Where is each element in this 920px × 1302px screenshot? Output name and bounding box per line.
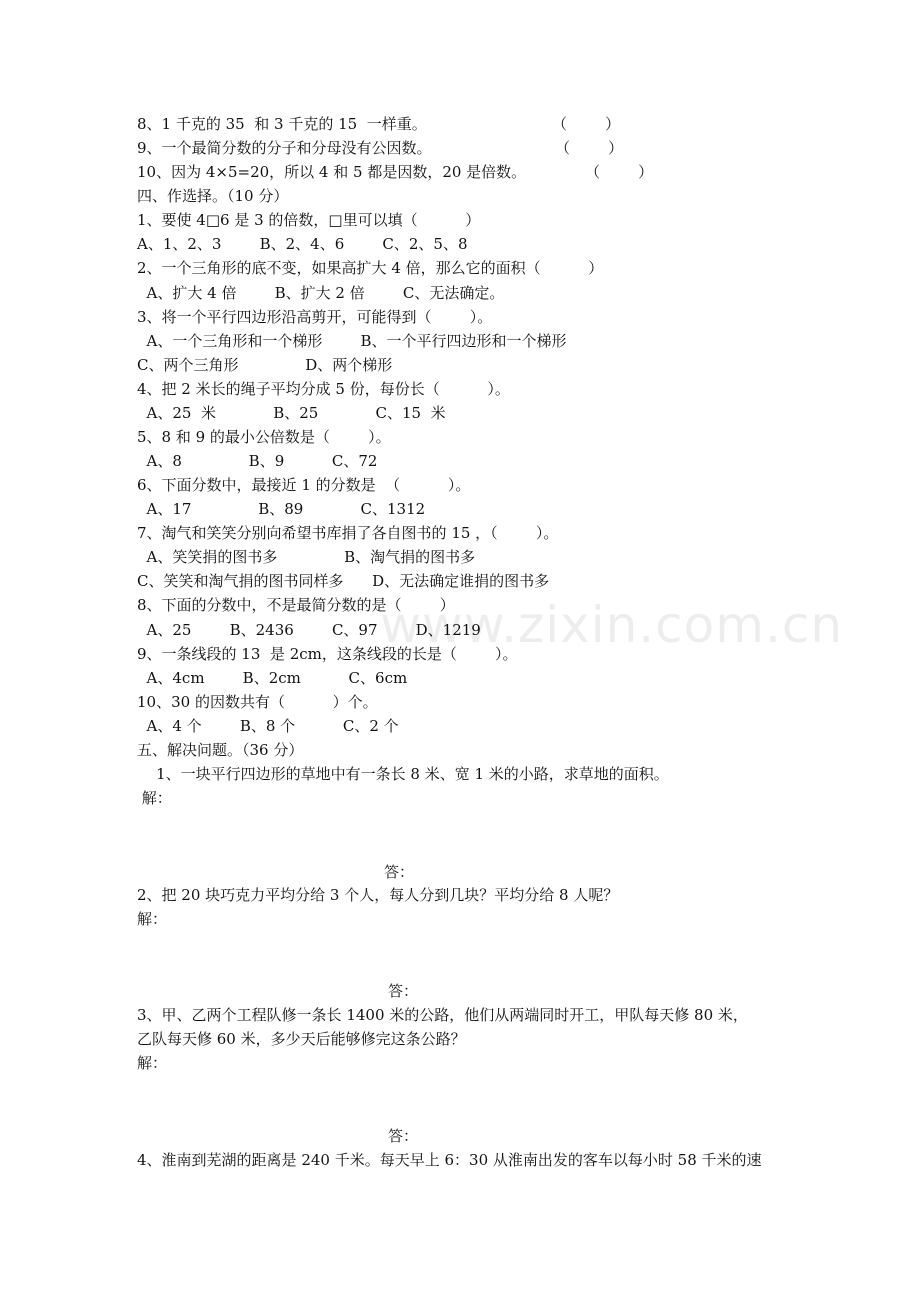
mc-question-6: 6、下面分数中，最接近 1 的分数是 （ ）。 <box>137 476 471 494</box>
mc-question-2: 2、一个三角形的底不变，如果高扩大 4 倍，那么它的面积（ ） <box>137 259 604 277</box>
mc-question-10: 10、30 的因数共有（ ）个。 <box>137 693 378 711</box>
mc-question-1: 1、要使 4□6 是 3 的倍数，□里可以填（ ） <box>137 211 481 229</box>
mc-options-5: A、8 B、9 C、72 <box>137 452 378 470</box>
problem-3-solve-label: 解： <box>137 1054 168 1072</box>
problem-3-answer-label: 答： <box>388 1127 419 1145</box>
tf-item-10: 10、因为 4×5=20，所以 4 和 5 都是因数，20 是倍数。 <box>137 163 527 181</box>
mc-question-9: 9、一条线段的 13 是 2cm，这条线段的长是（ ）。 <box>137 645 518 663</box>
mc-options-3a: A、一个三角形和一个梯形 B、一个平行四边形和一个梯形 <box>137 332 567 350</box>
mc-options-2: A、扩大 4 倍 B、扩大 2 倍 C、无法确定。 <box>137 284 505 302</box>
problem-1-text: 1、一块平行四边形的草地中有一条长 8 米、宽 1 米的小路，求草地的面积。 <box>137 765 669 783</box>
tf-answer-blank-10: （ ） <box>585 163 654 181</box>
mc-question-4: 4、把 2 米长的绳子平均分成 5 份，每份长（ ）。 <box>137 380 510 398</box>
watermark: www.zixin.com.cn <box>380 596 844 654</box>
problem-4-text-line1: 4、淮南到芜湖的距离是 240 千米。每天早上 6：30 从淮南出发的客车以每小时 58 千米的速 <box>137 1151 762 1169</box>
mc-options-6: A、17 B、89 C、1312 <box>137 500 426 518</box>
problem-2-text: 2、把 20 块巧克力平均分给 3 个人，每人分到几块？平均分给 8 人呢？ <box>137 886 619 904</box>
mc-options-3b: C、两个三角形 D、两个梯形 <box>137 356 393 374</box>
mc-options-8: A、25 B、2436 C、97 D、1219 <box>137 621 481 639</box>
problem-2-answer-label: 答： <box>388 982 419 1000</box>
tf-answer-blank-9: （ ） <box>555 139 624 157</box>
problem-3-text-line2: 乙队每天修 60 米，多少天后能够修完这条公路？ <box>137 1030 466 1048</box>
mc-options-4: A、25 米 B、25 C、15 米 <box>137 404 446 422</box>
mc-options-9: A、4cm B、2cm C、6cm <box>137 669 408 687</box>
tf-answer-blank-8: （ ） <box>552 115 621 133</box>
tf-item-9: 9、一个最简分数的分子和分母没有公因数。 <box>137 139 432 157</box>
mc-question-7: 7、淘气和笑笑分别向希望书库捐了各自图书的 15 ，（ ）。 <box>137 524 559 542</box>
mc-options-7a: A、笑笑捐的图书多 B、淘气捐的图书多 <box>137 548 476 566</box>
section5-heading: 五、解决问题。（36 分） <box>137 741 304 759</box>
mc-options-1: A、1、2、3 B、2、4、6 C、2、5、8 <box>137 235 468 253</box>
tf-item-8: 8、1 千克的 35 和 3 千克的 15 一样重。 <box>137 115 427 133</box>
mc-options-10: A、4 个 B、8 个 C、2 个 <box>137 717 399 735</box>
mc-question-8: 8、下面的分数中，不是最简分数的是（ ） <box>137 596 455 614</box>
mc-options-7b: C、笑笑和淘气捐的图书同样多 D、无法确定谁捐的图书多 <box>137 572 550 590</box>
problem-2-solve-label: 解： <box>137 910 168 928</box>
section4-heading: 四、作选择。（10 分） <box>137 187 289 205</box>
mc-question-5: 5、8 和 9 的最小公倍数是（ ）。 <box>137 428 391 446</box>
mc-question-3: 3、将一个平行四边形沿高剪开，可能得到（ ）。 <box>137 308 493 326</box>
problem-1-answer-label: 答： <box>384 863 415 881</box>
problem-3-text-line1: 3、甲、乙两个工程队修一条长 1400 米的公路，他们从两端同时开工，甲队每天修 80 米， <box>137 1006 748 1024</box>
problem-1-solve-label: 解： <box>137 789 172 807</box>
